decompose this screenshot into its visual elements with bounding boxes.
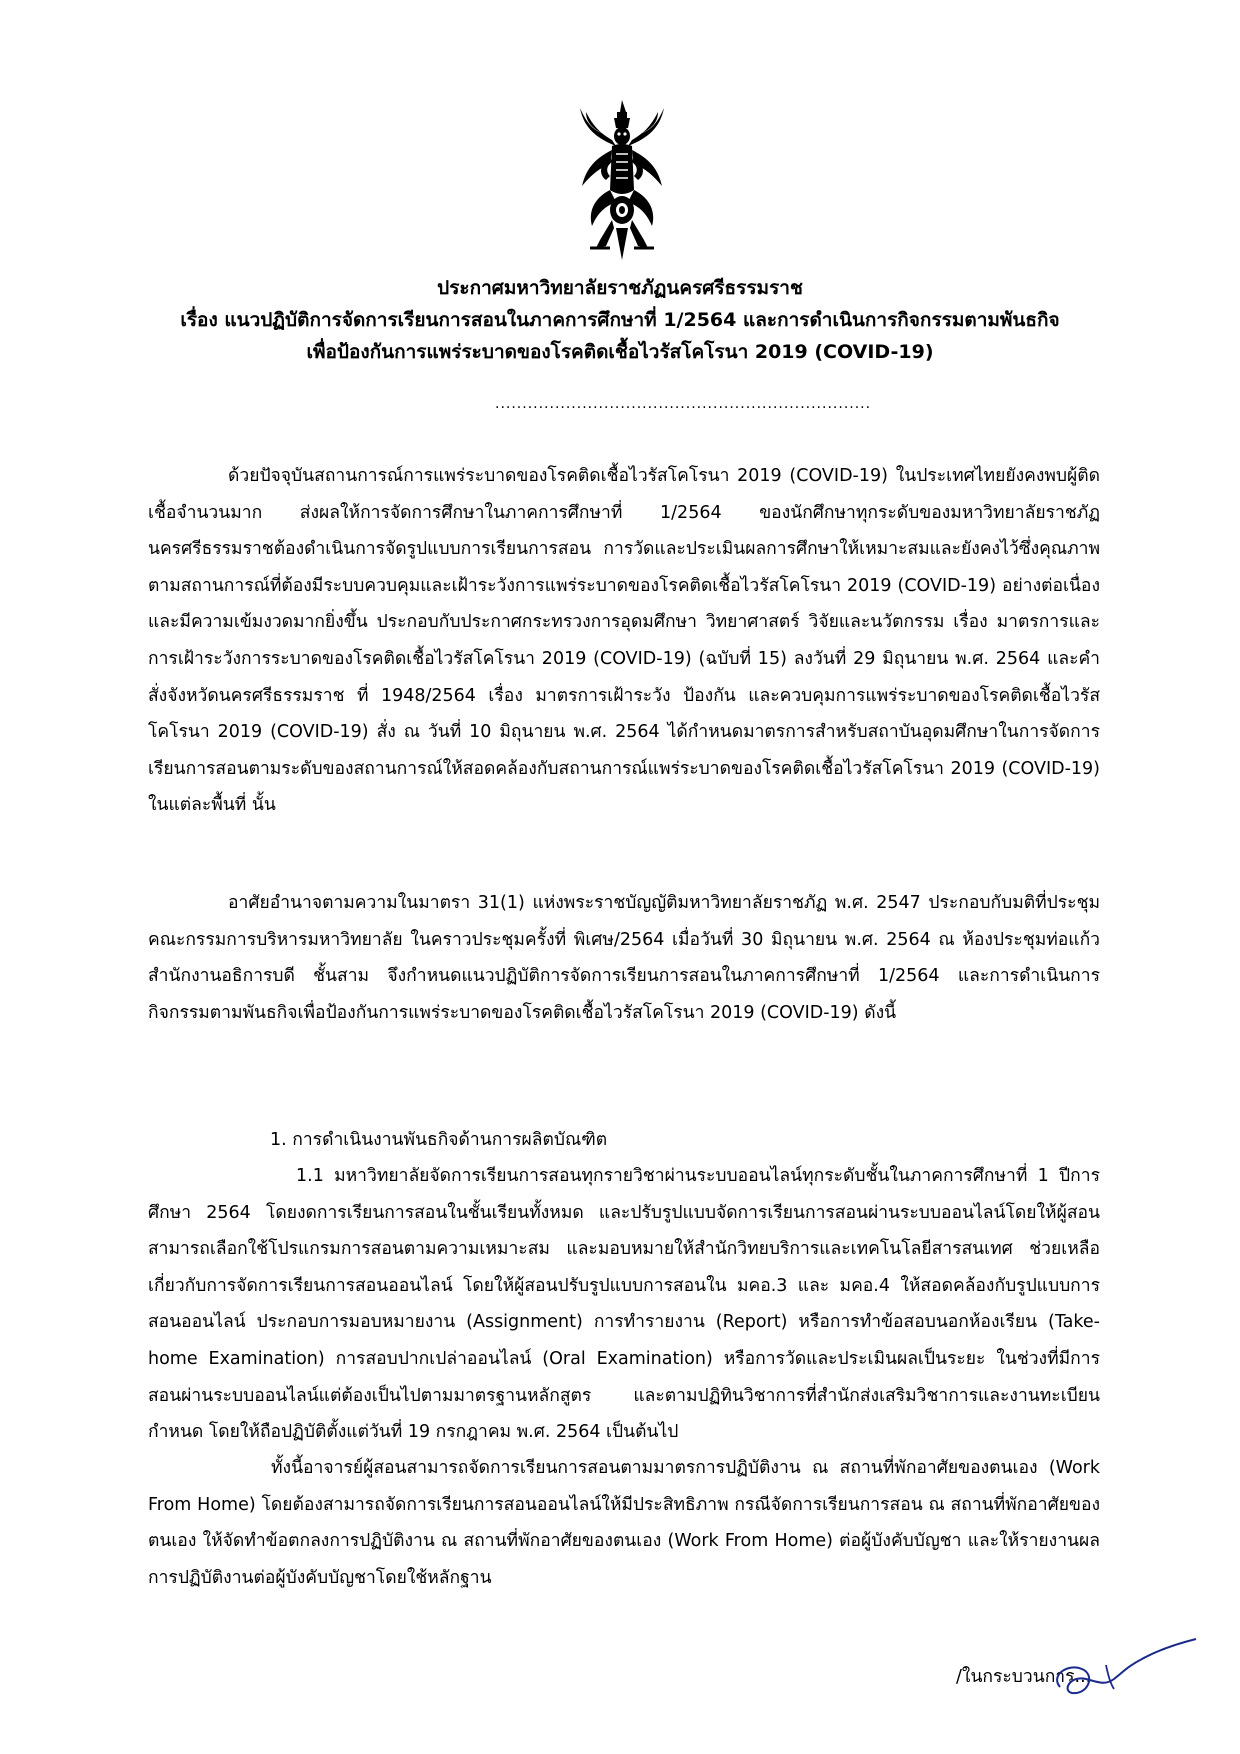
signature-icon bbox=[1010, 1635, 1200, 1705]
paragraph-2 bbox=[148, 885, 1100, 1031]
title-line-2: เรื่อง แนวปฏิบัติการจัดการเรียนการสอนในภาคการศึกษาที่ 1/2564 และการดำเนินการกิจกรรมตามพันธกิจ bbox=[180, 309, 1060, 331]
separator-dots: ..................................................................... bbox=[495, 396, 872, 412]
paragraph-1-text: ด้วยปัจจุบันสถานการณ์การแพร่ระบาดของโรคติดเชื้อไวรัสโคโรนา 2019 (COVID-19) ในประเทศไทยยังคงพบผู้ติดเชื้อจำนวนมาก ส่งผลให้การจัดการศึกษาในภาคการศึกษาที่ 1/2564 ของนักศึกษาทุกระดับของมหาวิทยาลัยราชภัฏนครศรีธรรมราชต้องดำเนินการจัดรูปแบบการเรียนการสอน การวัดและประเมินผลการศึกษาให้เหมาะสมและยังคงไว้ซึ่งคุณภาพตามสถานการณ์ที่ต้องมีระบบควบคุมและเฝ้าระวังการแพร่ระบาดของโรคติดเชื้อไวรัสโคโรนา 2019 (COVID-19) อย่างต่อเนื่อง และมีความเข้มงวดมากยิ่งขึ้น ประกอบกับประกาศกระทรวงการอุดมศึกษา วิทยาศาสตร์ วิจัยและนวัตกรรม เรื่อง มาตรการและการเฝ้าระวังการระบาดของโรคติดเชื้อไวรัสโคโรนา 2019 (COVID-19) (ฉบับที่ 15) ลงวันที่ 29 มิถุนายน พ.ศ. 2564 และคำสั่งจังหวัดนครศรีธรรมราช ที่ 1948/2564 เรื่อง มาตรการเฝ้าระวัง ป้องกัน และควบคุมการแพร่ระบาดของโรคติดเชื้อไวรัสโคโรนา 2019 (COVID-19) สั่ง ณ วันที่ 10 มิถุนายน พ.ศ. 2564 ได้กำหนดมาตรการสำหรับสถาบันอุดมศึกษาในการจัดการเรียนการสอนตามระดับของสถานการณ์ให้สอดคล้องกับสถานการณ์แพร่ระบาดของโรคติดเชื้อไวรัสโคโรนา 2019 (COVID-19) ในแต่ละพื้นที่ นั้น bbox=[148, 466, 1101, 816]
garuda-emblem-icon bbox=[576, 98, 668, 263]
continuation-note: /ในกระบวนการ... bbox=[956, 1667, 1092, 1687]
paragraph-1 bbox=[148, 458, 1100, 824]
title-line-1: ประกาศมหาวิทยาลัยราชภัฏนครศรีธรรมราช bbox=[437, 277, 803, 299]
section-1-1-continued-text: ทั้งนี้อาจารย์ผู้สอนสามารถจัดการเรียนการสอนตามมาตรการปฏิบัติงาน ณ สถานที่พักอาศัยของตนเอง (Work From Home) โดยต้องสามารถจัดการเรียนการสอนออนไลน์ให้มีประสิทธิภาพ กรณีจัดการเรียนการสอน ณ สถานที่พักอาศัยของตนเอง ให้จัดทำข้อตกลงการปฏิบัติงาน ณ สถานที่พักอาศัยของตนเอง (Work From Home) ต่อผู้บังคับบัญชา และให้รายงานผลการปฏิบัติงานต่อผู้บังคับบัญชาโดยใช้หลักฐาน bbox=[148, 1458, 1100, 1588]
announcement-title bbox=[140, 272, 1100, 368]
section-1-heading: 1. การดำเนินงานพันธกิจด้านการผลิตบัณฑิต bbox=[270, 1130, 608, 1150]
title-line-3: เพื่อป้องกันการแพร่ระบาดของโรคติดเชื้อไวรัสโคโรนา 2019 (COVID-19) bbox=[306, 341, 934, 363]
section-1-1-text: 1.1 มหาวิทยาลัยจัดการเรียนการสอนทุกรายวิชาผ่านระบบออนไลน์ทุกระดับชั้นในภาคการศึกษาที่ 1 ปีการศึกษา 2564 โดยงดการเรียนการสอนในชั้นเรียนทั้งหมด และปรับรูปแบบจัดการเรียนการสอนผ่านระบบออนไลน์โดยให้ผู้สอนสามารถเลือกใช้โปรแกรมการสอนตามความเหมาะสม และมอบหมายให้สำนักวิทยบริการและเทคโนโลยีสารสนเทศ ช่วยเหลือเกี่ยวกับการจัดการเรียนการสอนออนไลน์ โดยให้ผู้สอนปรับรูปแบบการสอนใน มคอ.3 และ มคอ.4 ให้สอดคล้องกับรูปแบบการสอนออนไลน์ ประกอบการมอบหมายงาน (Assignment) การทำรายงาน (Report) หรือการทำข้อสอบนอกห้องเรียน (Take-home Examination) การสอบปากเปล่าออนไลน์ (Oral Examination) หรือการวัดและประเมินผลเป็นระยะ ในช่วงที่มีการสอนผ่านระบบออนไลน์แต่ต้องเป็นไปตามมาตรฐานหลักสูตร และตามปฏิทินวิชาการที่สำนักส่งเสริมวิชาการและงานทะเบียนกำหนด โดยให้ถือปฏิบัติตั้งแต่วันที่ 19 กรกฎาคม พ.ศ. 2564 เป็นต้นไป bbox=[148, 1166, 1101, 1443]
paragraph-2-text: อาศัยอำนาจตามความในมาตรา 31(1) แห่งพระราชบัญญัติมหาวิทยาลัยราชภัฏ พ.ศ. 2547 ประกอบกับมติที่ประชุมคณะกรรมการบริหารมหาวิทยาลัย ในคราวประชุมครั้งที่ พิเศษ/2564 เมื่อวันที่ 30 มิถุนายน พ.ศ. 2564 ณ ห้องประชุมท่อแก้ว สำนักงานอธิการบดี ชั้นสาม จึงกำหนดแนวปฏิบัติการจัดการเรียนการสอนในภาคการศึกษาที่ 1/2564 และการดำเนินการกิจกรรมตามพันธกิจเพื่อป้องกันการแพร่ระบาดของโรคติดเชื้อไวรัสโคโรนา 2019 (COVID-19) ดังนี้ bbox=[148, 893, 1100, 1023]
section-1-1 bbox=[148, 1158, 1100, 1451]
section-1-1-continued bbox=[148, 1450, 1100, 1596]
